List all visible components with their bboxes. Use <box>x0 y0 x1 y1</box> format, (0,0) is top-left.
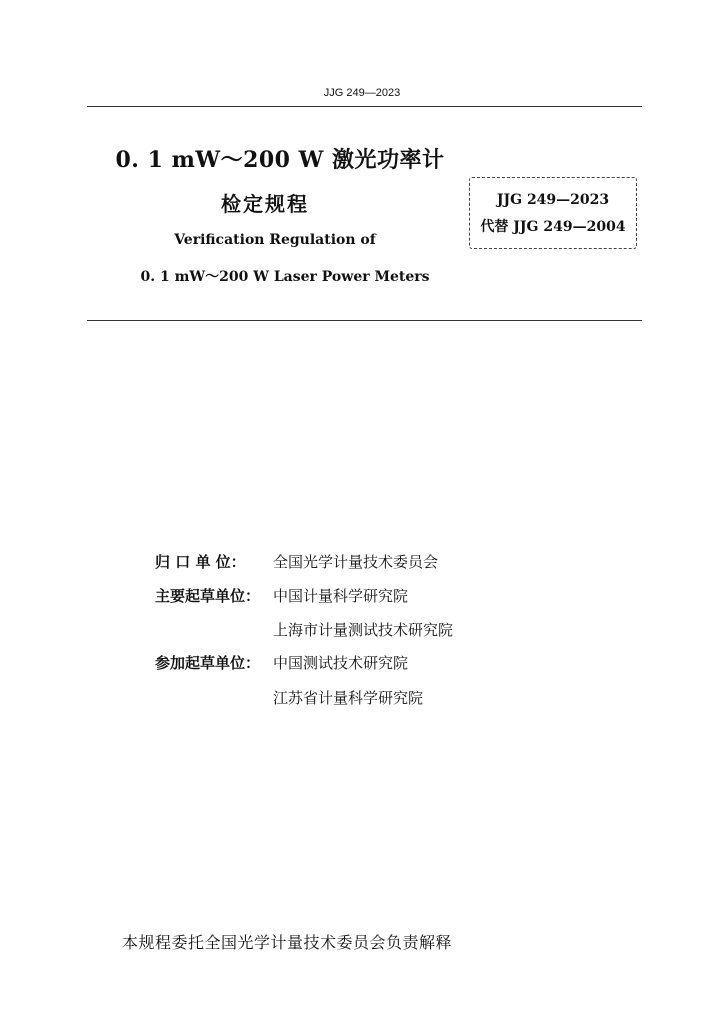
main-drafter-label: 主要起草单位： <box>155 587 261 605</box>
responsible-org-row <box>155 551 438 573</box>
responsible-org: 全国光学计量技术委员会 <box>273 553 439 571</box>
participating-drafter-label: 参加起草单位： <box>155 654 261 672</box>
title-english-line-1: Verification Regulation of <box>174 232 376 248</box>
main-drafter-row <box>155 585 408 607</box>
interpretation-note: 本规程委托全国光学计量技术委员会负责解释 <box>122 933 453 952</box>
title-chinese: 0. 1 mW～200 W 激光功率计 <box>115 147 445 173</box>
responsible-org-label: 归 口 单 位： <box>155 553 246 571</box>
replaced-regulation-code: 代替 JJG 249—2004 <box>480 219 626 235</box>
header-divider <box>87 106 642 107</box>
regulation-code-box <box>469 177 637 249</box>
participating-drafter-2: 江苏省计量科学研究院 <box>273 689 424 707</box>
main-drafter-1: 中国计量科学研究院 <box>273 587 409 605</box>
title-divider <box>87 320 642 321</box>
subtitle-chinese: 检定规程 <box>221 192 309 216</box>
participating-drafter-1: 中国测试技术研究院 <box>273 654 409 672</box>
title-english-line-2: 0. 1 mW～200 W Laser Power Meters <box>140 269 430 285</box>
participating-drafter-row <box>155 652 408 674</box>
main-drafter-2: 上海市计量测试技术研究院 <box>273 621 454 639</box>
header-document-code: JJG 249—2023 <box>323 87 401 99</box>
regulation-code: JJG 249—2023 <box>496 192 610 208</box>
